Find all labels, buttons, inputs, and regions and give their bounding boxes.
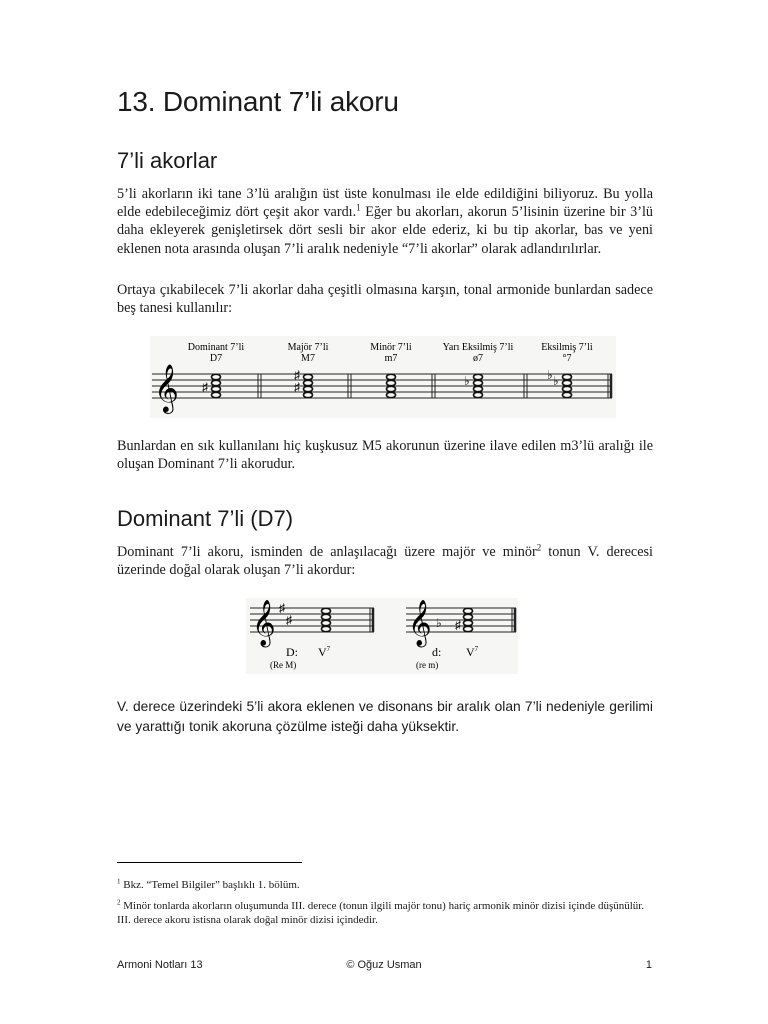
dominant-seventh-examples-figure: [246, 598, 518, 674]
footnote-divider: [117, 862, 302, 863]
paragraph-tension: V. derece üzerindeki 5’li akora eklenen ve disonans bir aralık olan 7’li nedeniyle gerilimi ve yarattığı tonik akoruna çözülme isteği daha yüksektir.: [117, 699, 653, 734]
footnote-2: [117, 899, 653, 927]
roman-numeral-sup: 7: [326, 645, 331, 653]
svg-text:♯: ♯: [294, 368, 300, 382]
staff-notation: [150, 336, 616, 418]
footnote-text: Bkz. “Temel Bilgiler” başlıklı 1. bölüm.: [123, 879, 300, 891]
chord-symbol: M7: [301, 353, 315, 364]
chord-symbol: °7: [562, 353, 572, 364]
roman-numeral-sup: 7: [474, 645, 479, 653]
footer-copyright: © Oğuz Usman: [346, 959, 422, 971]
section-heading-7li-akorlar: 7’li akorlar: [117, 148, 218, 173]
page-number: 1: [645, 959, 652, 971]
footnote-text: Minör tonlarda akorların oluşumunda III. derece (tonun ilgili majör tonu) hariç armonik minör dizisi içinde düşünülür. III. derece akoru istisna olarak doğal minör dizisi içindedir.: [117, 900, 645, 926]
section-heading-dominant-7li: Dominant 7’li (D7): [117, 506, 294, 531]
treble-clef-icon: 𝄞: [154, 366, 179, 412]
key-note: (Re M): [270, 660, 297, 670]
svg-text:♯: ♯: [202, 380, 208, 394]
paragraph-text: Eğer bu akorları, akorun 5’lisinin üzerine bir 3’lü daha ekleyerek genişletirsek dört sesli bir akor elde ederiz, ki bu tip akorlar, bas ve yeni eklenen nota arasında oluşan 7’li aralık nedeniyle “7’li akorlar” olarak adlandırılırlar.: [117, 204, 653, 257]
footnote-1: [117, 878, 653, 892]
svg-text:♯: ♯: [286, 613, 292, 627]
roman-numeral-text: V: [318, 645, 327, 659]
svg-text:♭: ♭: [553, 374, 559, 388]
accidentals: [202, 368, 559, 394]
treble-clef-icon: 𝄞: [408, 600, 432, 645]
key-label: D:: [286, 645, 298, 659]
paragraph-text: Dominant 7’li akoru, isminden de anlaşılacağı üzere majör ve minör: [117, 544, 537, 560]
paragraph-text: tonun V. derecesi üzerinde doğal olarak oluşan 7’li akordur:: [117, 544, 653, 579]
key-label: d:: [432, 645, 442, 659]
chord-symbol: ø7: [473, 353, 483, 364]
chord-name: Minör 7’li: [370, 342, 412, 353]
svg-text:♯: ♯: [294, 380, 300, 394]
chord-name: Yarı Eksilmiş 7’li: [442, 342, 514, 353]
chord-name: Eksilmiş 7’li: [541, 342, 593, 353]
footnote-number: 2: [117, 898, 121, 907]
svg-text:♭: ♭: [464, 374, 470, 388]
chord-symbol: m7: [384, 353, 398, 364]
key-note: (re m): [416, 660, 439, 670]
staff-notation: [246, 598, 518, 674]
svg-text:♯: ♯: [279, 601, 285, 615]
roman-numeral: [466, 645, 479, 659]
footnote-ref-2[interactable]: 2: [536, 542, 542, 553]
footnote-number: 1: [117, 877, 121, 886]
chapter-title: 13. Dominant 7’li akoru: [117, 86, 399, 117]
paragraph-most-used: Bunlardan en sık kullanılanı hiç kuşkusuz M5 akorunun üzerine ilave edilen m3’lü aralığı ile oluşan Dominant 7’li akorudur.: [117, 438, 653, 473]
roman-numeral-text: V: [466, 645, 475, 659]
svg-text:♭: ♭: [436, 616, 442, 630]
paragraph-five-types: Ortaya çıkabilecek 7’li akorlar daha çeşitli olmasına karşın, tonal armonide bunlardan sadece beş tanesi kullanılır:: [117, 282, 653, 317]
paragraph-text: 5’li akorların iki tane 3’lü aralığın üst üste konulması ile elde edildiğini biliyoruz. Bu yolla elde edebileceğimiz dört çeşit akor vardı.: [117, 186, 653, 221]
paragraph-dominant-definition: [117, 543, 653, 579]
svg-text:♭: ♭: [547, 368, 553, 382]
accidentals: ♯: [455, 618, 461, 632]
chord-name: Dominant 7’li: [187, 342, 245, 353]
roman-numeral: [318, 645, 331, 659]
treble-clef-icon: 𝄞: [252, 600, 276, 645]
footnote-ref-1[interactable]: 1: [356, 202, 361, 213]
chord-symbol: D7: [209, 353, 223, 364]
chord-name: Majör 7’li: [287, 342, 329, 353]
footer-left: Armoni Notları 13: [117, 959, 203, 971]
seventh-chords-figure: [150, 336, 616, 418]
paragraph-intro: [117, 185, 653, 258]
